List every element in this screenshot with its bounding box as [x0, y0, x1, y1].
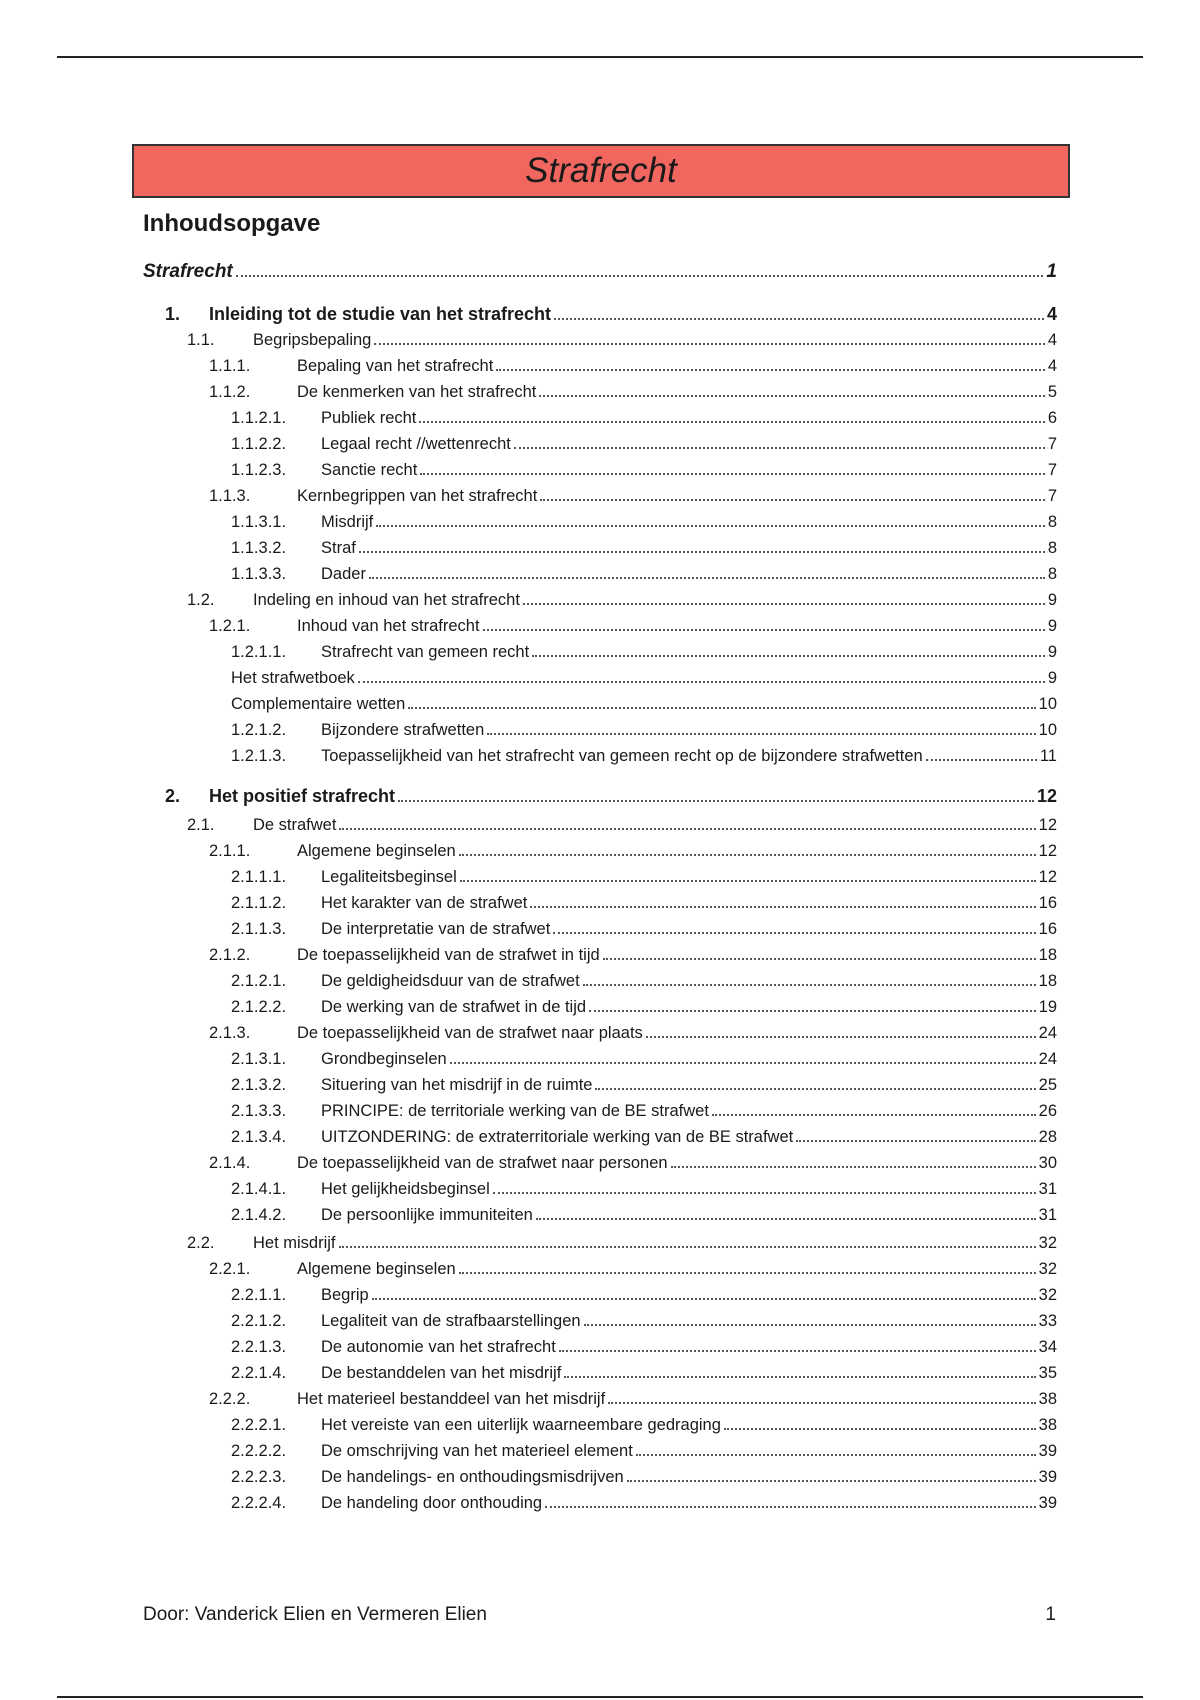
toc-entry[interactable] [143, 1125, 1057, 1149]
toc-entry-title: Inhoud van het strafrecht [297, 617, 480, 635]
toc-entry-number: 1.2.1.3. [231, 747, 287, 765]
toc-entry-line [321, 1312, 1057, 1331]
toc-dot-leader [420, 473, 1045, 475]
toc-entry-page: 16 [1038, 920, 1057, 938]
toc-dot-leader [419, 421, 1044, 423]
toc-entry-page: 31 [1038, 1180, 1057, 1198]
toc-dot-leader [545, 1506, 1036, 1508]
toc-entry-title: Begrip [321, 1286, 369, 1304]
toc-dot-leader [496, 369, 1045, 371]
toc-entry-number: 1.1.1. [209, 357, 251, 375]
toc-dot-leader [450, 1062, 1036, 1064]
toc-entry-title: De handelings- en onthoudingsmisdrijven [321, 1468, 624, 1486]
toc-entry-page: 10 [1038, 721, 1057, 739]
toc-dot-leader [359, 551, 1045, 553]
toc-dot-leader [646, 1036, 1036, 1038]
toc-entry-line [321, 868, 1057, 887]
toc-entry[interactable] [143, 995, 1057, 1019]
toc-entry-number: 2.1.2.2. [231, 998, 287, 1016]
header-rule [57, 56, 1143, 58]
toc-dot-leader [532, 655, 1045, 657]
toc-entry-line [321, 1180, 1057, 1199]
toc-entry-title: Het karakter van de strafwet [321, 894, 528, 912]
toc-entry-page: 12 [1038, 842, 1057, 860]
toc-entry-line [321, 920, 1057, 939]
toc-entry-title: De autonomie van het strafrecht [321, 1338, 556, 1356]
toc-entry-line [321, 1338, 1057, 1357]
toc-entry[interactable] [143, 640, 1057, 664]
toc-entry-page: 32 [1038, 1260, 1057, 1278]
toc-entry-page: 33 [1038, 1312, 1057, 1330]
toc-dot-leader [603, 958, 1036, 960]
toc-entry-number: 1.1.2. [209, 383, 251, 401]
toc-entry-page: 7 [1047, 487, 1057, 505]
toc-entry-title: Het vereiste van een uiterlijk waarneembare gedraging [321, 1416, 721, 1434]
toc-entry[interactable] [143, 917, 1057, 941]
toc-entry-number: 2.1.4.1. [231, 1180, 287, 1198]
toc-entry-page: 4 [1046, 304, 1057, 324]
toc-entry-number: 2.1.1.3. [231, 920, 287, 938]
toc-entry-number: 2.1.4.2. [231, 1206, 287, 1224]
toc-entry[interactable] [143, 718, 1057, 742]
toc-entry-line [321, 1206, 1057, 1225]
toc-entry[interactable] [143, 865, 1057, 889]
toc-entry[interactable] [143, 614, 1057, 638]
toc-entry-line [253, 816, 1057, 835]
toc-dot-leader [589, 1010, 1036, 1012]
toc-dot-leader [712, 1114, 1036, 1116]
footer-authors: Door: Vanderick Elien en Vermeren Elien [143, 1604, 487, 1625]
toc-dot-leader [636, 1454, 1036, 1456]
toc-dot-leader [372, 1298, 1036, 1300]
toc-entry-title: De interpretatie van de strafwet [321, 920, 551, 938]
toc-entry[interactable] [143, 1361, 1057, 1385]
toc-entry-number: 2.1. [187, 816, 215, 834]
toc-entry-page: 12 [1038, 868, 1057, 886]
toc-entry[interactable] [143, 891, 1057, 915]
toc-entry-line [297, 946, 1057, 965]
toc-entry-title: De kenmerken van het strafrecht [297, 383, 537, 401]
toc-entry[interactable] [143, 588, 1057, 612]
toc-entry-number: 1.1.3. [209, 487, 251, 505]
toc-entry-line [143, 261, 1057, 283]
toc-entry-number: 1.1.3.1. [231, 513, 287, 531]
toc-entry-title: De strafwet [253, 816, 337, 834]
toc-entry[interactable] [143, 328, 1057, 352]
toc-entry-page: 8 [1047, 539, 1057, 557]
toc-entry-page: 9 [1047, 617, 1057, 635]
toc-entry-number: 2.1.1. [209, 842, 251, 860]
toc-entry-page: 8 [1047, 565, 1057, 583]
toc-entry-title: Kernbegrippen van het strafrecht [297, 487, 538, 505]
toc-entry[interactable] [143, 1257, 1057, 1281]
toc-entry-page: 39 [1038, 1442, 1057, 1460]
toc-entry-page: 6 [1047, 409, 1057, 427]
toc-entry-page: 39 [1038, 1468, 1057, 1486]
toc-entry[interactable] [143, 302, 1057, 326]
toc-entry-line [321, 1128, 1057, 1147]
toc-entry[interactable] [143, 1073, 1057, 1097]
toc-entry[interactable] [143, 1335, 1057, 1359]
toc-entry-number: 1.1. [187, 331, 215, 349]
toc-dot-leader [514, 447, 1045, 449]
toc-entry-title: Straf [321, 539, 356, 557]
toc-dot-leader [358, 681, 1045, 683]
toc-entry-number: 2.2.2. [209, 1390, 251, 1408]
toc-dot-leader [724, 1428, 1036, 1430]
toc-entry-title: De toepasselijkheid van de strafwet naar personen [297, 1154, 668, 1172]
toc-entry[interactable] [143, 943, 1057, 967]
toc-entry-number: 2.2.2.3. [231, 1468, 287, 1486]
toc-entry-title: Publiek recht [321, 409, 417, 427]
toc-entry-page: 4 [1047, 357, 1057, 375]
toc-entry-line [253, 331, 1057, 350]
toc-dot-leader [559, 1350, 1036, 1352]
toc-entry-line [321, 409, 1057, 428]
footer-page-number: 1 [1045, 1604, 1056, 1625]
toc-entry-number: 2.1.3.2. [231, 1076, 287, 1094]
toc-entry[interactable] [143, 406, 1057, 430]
toc-entry-page: 32 [1038, 1234, 1057, 1252]
toc-dot-leader [459, 1272, 1036, 1274]
toc-entry-page: 5 [1047, 383, 1057, 401]
toc-dot-leader [493, 1192, 1036, 1194]
toc-entry-page: 30 [1038, 1154, 1057, 1172]
toc-entry-line [231, 695, 1057, 714]
toc-entry[interactable] [143, 813, 1057, 837]
toc-entry-page: 38 [1038, 1416, 1057, 1434]
toc-entry-page: 4 [1047, 331, 1057, 349]
toc-entry-page: 19 [1038, 998, 1057, 1016]
toc-dot-leader [487, 733, 1035, 735]
toc-dot-leader [398, 800, 1034, 802]
toc-entry[interactable] [143, 1099, 1057, 1123]
toc-entry-number: 2.2.2.4. [231, 1494, 287, 1512]
toc-entry-page: 26 [1038, 1102, 1057, 1120]
toc-entry-number: 1.1.2.3. [231, 461, 287, 479]
toc-entry-line [321, 894, 1057, 913]
toc-entry[interactable] [143, 1283, 1057, 1307]
toc-entry-number: 2.1.3.4. [231, 1128, 287, 1146]
toc-entry-page: 24 [1038, 1024, 1057, 1042]
toc-entry-line [321, 1468, 1057, 1487]
toc-entry-page: 38 [1038, 1390, 1057, 1408]
toc-entry[interactable] [143, 1231, 1057, 1255]
toc-entry-page: 25 [1038, 1076, 1057, 1094]
toc-entry-line [321, 1286, 1057, 1305]
toc-entry-number: 2. [165, 786, 181, 806]
toc-entry-line [321, 565, 1057, 584]
toc-entry-title: Het strafwetboek [231, 669, 355, 687]
toc-entry[interactable] [143, 666, 1057, 690]
toc-entry-title: Bepaling van het strafrecht [297, 357, 494, 375]
toc-dot-leader [483, 629, 1045, 631]
toc-entry-title: Misdrijf [321, 513, 374, 531]
toc-entry-number: 1.2. [187, 591, 215, 609]
footer-rule [57, 1696, 1143, 1698]
toc-entry-title: Het positief strafrecht [209, 786, 396, 806]
toc-entry-number: 2.2.2.2. [231, 1442, 287, 1460]
toc-entry-number: 1.2.1.2. [231, 721, 287, 739]
toc-entry[interactable] [143, 1021, 1057, 1045]
toc-entry-title: PRINCIPE: de territoriale werking van de BE strafwet [321, 1102, 709, 1120]
toc-entry-line [297, 617, 1057, 636]
toc-entry-line [253, 591, 1057, 610]
toc-dot-leader [374, 343, 1044, 345]
toc-entry-line [231, 669, 1057, 688]
toc-entry-line [321, 513, 1057, 532]
toc-entry-number: 2.2.2.1. [231, 1416, 287, 1434]
toc-entry-title: Dader [321, 565, 366, 583]
toc-entry-title: De handeling door onthouding [321, 1494, 543, 1512]
toc-entry-number: 2.2.1.1. [231, 1286, 287, 1304]
toc-entry[interactable] [143, 380, 1057, 404]
toc-dot-leader [523, 603, 1045, 605]
toc-entry[interactable] [143, 484, 1057, 508]
toc-entry-number: 1.1.2.2. [231, 435, 287, 453]
toc-entry-title: Het gelijkheidsbeginsel [321, 1180, 490, 1198]
toc-entry[interactable] [143, 1491, 1057, 1515]
toc-entry[interactable] [143, 1439, 1057, 1463]
toc-entry-title: Algemene beginselen [297, 842, 456, 860]
toc-entry-title: UITZONDERING: de extraterritoriale werking van de BE strafwet [321, 1128, 794, 1146]
toc-dot-leader [376, 525, 1045, 527]
toc-entry-title: Legaliteitsbeginsel [321, 868, 457, 886]
toc-entry-title: Toepasselijkheid van het strafrecht van gemeen recht op de bijzondere strafwetten [321, 747, 923, 765]
toc-entry[interactable] [143, 1151, 1057, 1175]
toc-entry-title: De bestanddelen van het misdrijf [321, 1364, 562, 1382]
toc-entry-line [321, 998, 1057, 1017]
toc-dot-leader [796, 1140, 1035, 1142]
toc-dot-leader [369, 577, 1045, 579]
toc-dot-leader [530, 906, 1035, 908]
toc-entry-number: 1. [165, 304, 181, 324]
toc-entry[interactable] [143, 1047, 1057, 1071]
toc-entry[interactable] [143, 432, 1057, 456]
toc-entry-line [321, 1102, 1057, 1121]
toc-entry-line [321, 539, 1057, 558]
toc-entry-title: De persoonlijke immuniteiten [321, 1206, 533, 1224]
toc-entry-page: 9 [1047, 643, 1057, 661]
toc-entry-page: 24 [1038, 1050, 1057, 1068]
toc-entry-page: 9 [1047, 591, 1057, 609]
toc-entry-title: De geldigheidsduur van de strafwet [321, 972, 580, 990]
toc-entry-number: 2.1.1.2. [231, 894, 287, 912]
toc-entry-title: Sanctie recht [321, 461, 418, 479]
toc-entry-page: 8 [1047, 513, 1057, 531]
toc-dot-leader [236, 275, 1044, 277]
toc-entry[interactable] [143, 744, 1057, 768]
toc-entry-title: Inleiding tot de studie van het strafrecht [209, 304, 552, 324]
toc-entry-title: De omschrijving van het materieel element [321, 1442, 633, 1460]
toc-entry-title: Het materieel bestanddeel van het misdrijf [297, 1390, 606, 1408]
toc-dot-leader [540, 499, 1044, 501]
toc-entry-number: 2.1.2.1. [231, 972, 287, 990]
toc-entry-page: 16 [1038, 894, 1057, 912]
toc-entry-page: 39 [1038, 1494, 1057, 1512]
toc-entry-line [321, 435, 1057, 454]
toc-entry-number: 2.1.3.1. [231, 1050, 287, 1068]
toc-entry[interactable] [143, 1387, 1057, 1411]
toc-dot-leader [583, 984, 1036, 986]
toc-entry-title: Situering van het misdrijf in de ruimte [321, 1076, 593, 1094]
toc-entry-title: Algemene beginselen [297, 1260, 456, 1278]
toc-entry[interactable] [143, 562, 1057, 586]
toc-dot-leader [671, 1166, 1036, 1168]
toc-dot-leader [339, 828, 1035, 830]
toc-entry-line [321, 721, 1057, 740]
toc-dot-leader [608, 1402, 1035, 1404]
toc-entry-page: 18 [1038, 946, 1057, 964]
toc-entry-number: 2.1.3. [209, 1024, 251, 1042]
toc-dot-leader [539, 395, 1044, 397]
toc-entry[interactable] [143, 1309, 1057, 1333]
toc-entry[interactable] [143, 458, 1057, 482]
toc-entry[interactable] [143, 260, 1057, 284]
toc-dot-leader [408, 707, 1035, 709]
toc-entry-number: 1.2.1.1. [231, 643, 287, 661]
toc-dot-leader [564, 1376, 1035, 1378]
toc-entry-title: De toepasselijkheid van de strafwet in tijd [297, 946, 600, 964]
toc-dot-leader [339, 1246, 1036, 1248]
toc-entry-title: Strafrecht [143, 261, 233, 282]
toc-entry[interactable] [143, 1413, 1057, 1437]
toc-entry-page: 34 [1038, 1338, 1057, 1356]
toc-entry-line [297, 1260, 1057, 1279]
toc-entry-number: 2.1.3.3. [231, 1102, 287, 1120]
toc-entry-page: 31 [1038, 1206, 1057, 1224]
toc-entry-line [297, 1390, 1057, 1409]
toc-entry-title: Het misdrijf [253, 1234, 336, 1252]
toc-entry-line [297, 357, 1057, 376]
toc-entry-line [209, 304, 1057, 325]
toc-entry-line [209, 786, 1057, 807]
toc-entry-line [321, 643, 1057, 662]
toc-entry-number: 2.2.1. [209, 1260, 251, 1278]
toc-entry-line [253, 1234, 1057, 1253]
toc-entry-line [321, 972, 1057, 991]
toc-entry-page: 10 [1038, 695, 1057, 713]
toc-dot-leader [460, 880, 1036, 882]
toc-entry[interactable] [143, 536, 1057, 560]
toc-entry-page: 28 [1038, 1128, 1057, 1146]
toc-entry[interactable] [143, 354, 1057, 378]
toc-entry[interactable] [143, 1203, 1057, 1227]
toc-entry-page: 1 [1046, 261, 1057, 282]
toc-entry-title: Legaliteit van de strafbaarstellingen [321, 1312, 581, 1330]
toc-entry-title: De werking van de strafwet in de tijd [321, 998, 587, 1016]
toc-heading: Inhoudsopgave [143, 210, 321, 237]
toc-dot-leader [536, 1218, 1036, 1220]
toc-entry-line [321, 1416, 1057, 1435]
toc-entry[interactable] [143, 784, 1057, 808]
toc-entry-title: Indeling en inhoud van het strafrecht [253, 591, 520, 609]
toc-entry-page: 7 [1047, 435, 1057, 453]
toc-entry-page: 12 [1038, 816, 1057, 834]
toc-dot-leader [459, 854, 1036, 856]
toc-entry-line [321, 1364, 1057, 1383]
toc-entry-title: De toepasselijkheid van de strafwet naar plaats [297, 1024, 643, 1042]
toc-entry[interactable] [143, 510, 1057, 534]
document-title: Strafrecht [525, 151, 677, 190]
toc-entry-page: 18 [1038, 972, 1057, 990]
toc-dot-leader [584, 1324, 1036, 1326]
toc-entry-number: 1.2.1. [209, 617, 251, 635]
toc-entry-line [321, 1050, 1057, 1069]
title-banner [132, 144, 1070, 198]
toc-entry-page: 35 [1038, 1364, 1057, 1382]
toc-entry-line [297, 1154, 1057, 1173]
toc-entry[interactable] [143, 969, 1057, 993]
toc-entry-page: 9 [1047, 669, 1057, 687]
toc-entry-line [321, 1442, 1057, 1461]
toc-dot-leader [595, 1088, 1035, 1090]
toc-dot-leader [554, 318, 1044, 320]
toc-entry[interactable] [143, 692, 1057, 716]
toc-entry-line [297, 1024, 1057, 1043]
toc-entry-number: 2.2. [187, 1234, 215, 1252]
toc-entry-page: 7 [1047, 461, 1057, 479]
toc-entry-title: Begripsbepaling [253, 331, 372, 349]
toc-entry-number: 1.1.2.1. [231, 409, 287, 427]
toc-entry-page: 11 [1039, 747, 1057, 765]
toc-entry-number: 1.1.3.2. [231, 539, 287, 557]
toc-entry-title: Complementaire wetten [231, 695, 406, 713]
toc-entry-number: 2.2.1.3. [231, 1338, 287, 1356]
toc-entry-number: 2.1.2. [209, 946, 251, 964]
toc-entry-number: 1.1.3.3. [231, 565, 287, 583]
toc-entry-title: Legaal recht //wettenrecht [321, 435, 511, 453]
toc-entry-page: 12 [1036, 786, 1057, 806]
toc-dot-leader [926, 759, 1037, 761]
toc-entry[interactable] [143, 1177, 1057, 1201]
toc-entry-line [321, 1076, 1057, 1095]
toc-entry-line [297, 842, 1057, 861]
toc-dot-leader [627, 1480, 1036, 1482]
toc-entry[interactable] [143, 839, 1057, 863]
toc-entry-line [297, 487, 1057, 506]
toc-entry-number: 2.1.1.1. [231, 868, 287, 886]
toc-entry-number: 2.2.1.4. [231, 1364, 287, 1382]
toc-entry-line [297, 383, 1057, 402]
toc-dot-leader [553, 932, 1035, 934]
toc-entry-page: 32 [1038, 1286, 1057, 1304]
toc-entry[interactable] [143, 1465, 1057, 1489]
toc-entry-title: Strafrecht van gemeen recht [321, 643, 530, 661]
toc-entry-number: 2.2.1.2. [231, 1312, 287, 1330]
toc-entry-line [321, 747, 1057, 766]
toc-entry-number: 2.1.4. [209, 1154, 251, 1172]
toc-entry-title: Bijzondere strafwetten [321, 721, 485, 739]
toc-entry-title: Grondbeginselen [321, 1050, 447, 1068]
toc-entry-line [321, 461, 1057, 480]
toc-entry-line [321, 1494, 1057, 1513]
